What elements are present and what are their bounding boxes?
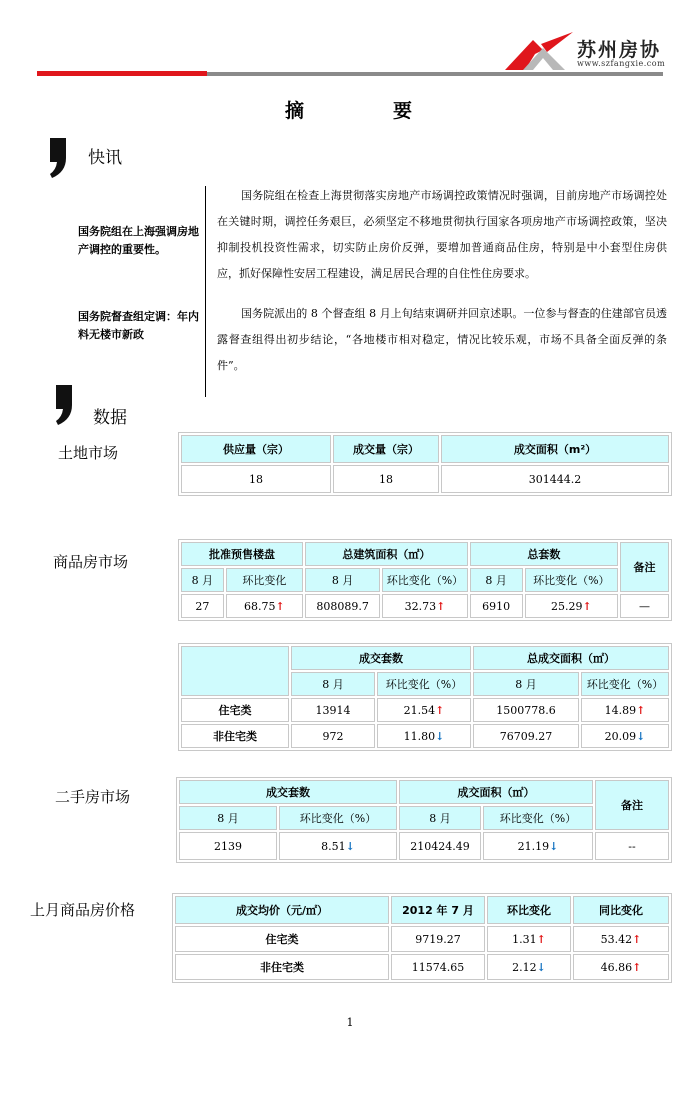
table-header: 成交套数: [291, 646, 471, 670]
table-subheader: 环比变化（%）: [377, 672, 471, 696]
table-subheader: 环比变化（%）: [279, 806, 397, 830]
arrow-down-icon: ↓: [435, 729, 445, 743]
brand-url: www.szfangxie.com: [577, 59, 666, 68]
table-cell: [382, 594, 467, 618]
brand-name: 苏州房协: [577, 39, 662, 61]
table-cell: 1500778.6: [473, 698, 579, 722]
news-paragraph: 国务院组在检查上海贯彻落实房地产市场调控政策情况时强调，目前房地产市场调控处在关键时期，调控任务艰巨，必须坚定不移地贯彻执行国家各项房地产市场调控政策，坚决抑制投机投资性需求，切实防止房价反弹，要增加普通商品住房，特别是中小套型住房供应，抓好保障性安居工程建设，满足居民合理的自住性住房要求。: [217, 189, 667, 280]
table-cell: 808089.7: [305, 594, 380, 618]
table-subheader: 8 月: [179, 806, 277, 830]
table-subheader: 环比变化（%）: [382, 568, 467, 592]
table-value: 21.19: [517, 839, 550, 853]
table-subheader: 8 月: [291, 672, 375, 696]
news-section-title: 快讯: [88, 148, 122, 168]
table-cell: 18: [333, 465, 439, 493]
table-header: 成交均价（元/㎡）: [175, 896, 389, 924]
table-header: 同比变化: [573, 896, 669, 924]
news-heading: 国务院组在上海强调房地产调控的重要性。: [78, 225, 199, 256]
table-value: 53.42: [600, 932, 633, 946]
table-cell: [487, 926, 571, 952]
table-header: 总成交面积（㎡）: [473, 646, 669, 670]
table-value: 2.12: [512, 960, 537, 974]
arrow-up-icon: ↑: [436, 599, 446, 613]
news-paragraph: 国务院派出的 8 个督查组 8 月上旬结束调研并回京述职。一位参与督查的住建部官员透露督查组得出初步结论，“各地楼市相对稳定，情况比较乐观，市场不具备全面反弹的条件”。: [217, 307, 667, 372]
comma-mark-icon: [52, 385, 76, 429]
page-number: 1: [346, 1016, 354, 1029]
table-header: 备注: [595, 780, 669, 830]
table-cell: [487, 954, 571, 980]
row-label: 非住宅类: [175, 954, 389, 980]
arrow-down-icon: ↓: [549, 839, 559, 853]
comma-mark-icon: [46, 138, 70, 182]
table-cell: [226, 594, 303, 618]
table-subheader: 8 月: [305, 568, 380, 592]
table-header: 成交套数: [179, 780, 397, 804]
second-hand-market-label: 二手房市场: [55, 788, 131, 806]
table-subheader: 8 月: [473, 672, 579, 696]
arrow-down-icon: ↓: [536, 960, 546, 974]
table-cell: [525, 594, 619, 618]
table-value: 1.31: [512, 932, 537, 946]
table-subheader: 8 月: [399, 806, 481, 830]
table-cell: [377, 724, 471, 748]
table-value: 11.80: [403, 729, 436, 743]
price-label: 上月商品房价格: [30, 901, 136, 919]
table-cell: 301444.2: [441, 465, 669, 493]
table-subheader: 环比变化: [226, 568, 303, 592]
table-value: 32.73: [404, 599, 437, 613]
table-value: 68.75: [243, 599, 276, 613]
table-value: 8.51: [321, 839, 346, 853]
table-cell: [581, 724, 669, 748]
table-cell: 972: [291, 724, 375, 748]
arrow-up-icon: ↑: [435, 703, 445, 717]
table-header: 批准预售楼盘: [181, 542, 303, 566]
table-cell: 9719.27: [391, 926, 485, 952]
arrow-up-icon: ↑: [536, 932, 546, 946]
header-rule-gray: [207, 72, 663, 76]
data-section-title: 数据: [93, 408, 127, 428]
table-subheader: 环比变化（%）: [525, 568, 619, 592]
table-cell: 2139: [179, 832, 277, 860]
table-subheader: 环比变化（%）: [581, 672, 669, 696]
land-table: [178, 432, 672, 496]
commercial-market-label: 商品房市场: [53, 553, 129, 571]
table-cell: [581, 698, 669, 722]
table-cell: [573, 926, 669, 952]
commercial-table: [178, 539, 672, 621]
table-subheader: 环比变化（%）: [483, 806, 593, 830]
table-cell: [279, 832, 397, 860]
table-header: 环比变化: [487, 896, 571, 924]
table-header: 成交面积（m²）: [441, 435, 669, 463]
table-cell: 13914: [291, 698, 375, 722]
header-rule-red: [37, 71, 207, 76]
table-header: 供应量（宗）: [181, 435, 331, 463]
table-value: 14.89: [604, 703, 637, 717]
table-cell: 18: [181, 465, 331, 493]
table-header: 备注: [620, 542, 669, 592]
arrow-up-icon: ↑: [632, 932, 642, 946]
table-cell: [377, 698, 471, 722]
table-header: 总套数: [470, 542, 618, 566]
page-title-right: 要: [393, 100, 413, 122]
price-table: [172, 893, 672, 983]
arrow-up-icon: ↑: [636, 703, 646, 717]
table-cell: 11574.65: [391, 954, 485, 980]
news-heading: 国务院督查组定调：年内料无楼市新政: [78, 310, 199, 341]
row-label: 住宅类: [181, 698, 289, 722]
table-cell: —: [620, 594, 669, 618]
table-subheader: 8 月: [181, 568, 224, 592]
logo-icon: [503, 30, 575, 76]
table-subheader: 8 月: [470, 568, 523, 592]
arrow-up-icon: ↑: [275, 599, 285, 613]
page-title-left: 摘: [285, 100, 305, 122]
arrow-down-icon: ↓: [345, 839, 355, 853]
table-cell: 210424.49: [399, 832, 481, 860]
arrow-down-icon: ↓: [636, 729, 646, 743]
table-corner: [181, 646, 289, 696]
table-cell: [573, 954, 669, 980]
arrow-up-icon: ↑: [582, 599, 592, 613]
row-label: 非住宅类: [181, 724, 289, 748]
table-value: 25.29: [550, 599, 583, 613]
table-header: 总建筑面积（㎡）: [305, 542, 468, 566]
second-hand-table: [176, 777, 672, 863]
table-cell: 27: [181, 594, 224, 618]
divider: [205, 186, 206, 397]
table-value: 46.86: [600, 960, 633, 974]
table-header: 成交量（宗）: [333, 435, 439, 463]
table-cell: [483, 832, 593, 860]
table-cell: 76709.27: [473, 724, 579, 748]
table-cell: --: [595, 832, 669, 860]
row-label: 住宅类: [175, 926, 389, 952]
table-cell: 6910: [470, 594, 523, 618]
table-value: 20.09: [604, 729, 637, 743]
table-header: 成交面积（㎡）: [399, 780, 593, 804]
table-header: 2012 年 7 月: [391, 896, 485, 924]
arrow-up-icon: ↑: [632, 960, 642, 974]
land-market-label: 土地市场: [58, 444, 119, 462]
deals-table: [178, 643, 672, 751]
table-value: 21.54: [403, 703, 436, 717]
